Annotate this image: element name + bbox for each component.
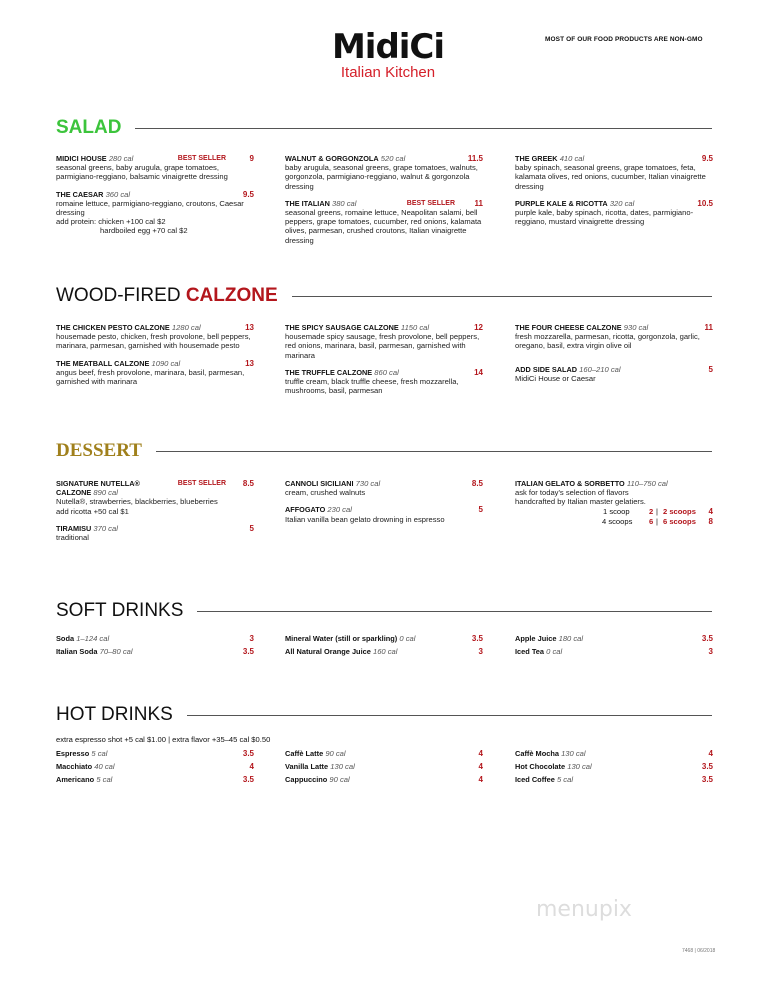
menu-item: THE FOUR CHEESE CALZONE 930 cal 11 fresh mozzarella, parmesan, ricotta, gorgonzola, garlic, oregano, basil, extra virgin olive oil xyxy=(515,323,713,351)
soft-col-1 xyxy=(56,634,254,660)
brand-logo xyxy=(318,27,458,81)
drink-row: Mineral Water (still or sparkling) 0 cal 3.5 xyxy=(285,634,483,643)
price: 9.5 xyxy=(242,189,254,199)
soft-drinks-title: SOFT DRINKS xyxy=(56,600,184,621)
menu-item: ADD SIDE SALAD 160–210 cal 5 MidiCi House or Caesar xyxy=(515,364,713,383)
best-seller-badge: BEST SELLER xyxy=(177,480,226,487)
addon: add ricotta +50 cal $1 xyxy=(56,506,129,516)
brand-name: MidiCi xyxy=(331,27,445,67)
gelato-option-row: 1 scoop 2 | 2 scoops 4 xyxy=(603,506,713,516)
drink-row: Macchiato 40 cal 4 xyxy=(56,762,254,771)
dessert-title: DESSERT xyxy=(56,440,142,461)
menu-item: THE SPICY SAUSAGE CALZONE 1150 cal 12 housemade spicy sausage, fresh provolone, bell peppers, red onions, marinara, basil, parmesan, garnished with marinara xyxy=(285,323,483,360)
price: 11 xyxy=(474,198,483,208)
hot-drinks-title: HOT DRINKS xyxy=(56,704,173,725)
dessert-section-header xyxy=(56,440,712,462)
price: 8.5 xyxy=(242,479,254,488)
salad-col-1 xyxy=(56,154,254,244)
salad-col-2 xyxy=(285,154,483,253)
price: 5 xyxy=(478,505,483,515)
drink-row: Hot Chocolate 130 cal 3.5 xyxy=(515,762,713,771)
hot-drinks-section-header xyxy=(56,704,712,726)
divider xyxy=(292,296,712,297)
price: 11 xyxy=(704,323,713,332)
hot-col-2 xyxy=(285,749,483,788)
price: 9 xyxy=(249,154,254,163)
calzone-col-3 xyxy=(515,323,713,391)
price: 13 xyxy=(245,358,254,368)
price: 13 xyxy=(245,323,254,332)
salad-col-3 xyxy=(515,154,713,234)
brand-subtitle: Italian Kitchen xyxy=(340,64,436,81)
drink-row: Italian Soda 70–80 cal 3.5 xyxy=(56,647,254,656)
menu-item: MIDICI HOUSE 280 cal BEST SELLER 9 seasonal greens, baby arugula, grape tomatoes, parmigiano-reggiano, balsamic vinaigrette dressing xyxy=(56,154,254,182)
menu-item: THE CAESAR 360 cal 9.5 romaine lettuce, parmigiano-reggiano, croutons, Caesar dressing add protein: chicken +100 cal $2 hardboiled egg +70 cal $2 xyxy=(56,189,254,236)
divider xyxy=(187,715,712,716)
price: 11.5 xyxy=(467,154,483,163)
menu-item: THE TRUFFLE CALZONE 860 cal 14 truffle cream, black truffle cheese, fresh mozzarella, mushrooms, basil, parmesan xyxy=(285,367,483,396)
price: 9.5 xyxy=(701,154,713,163)
menu-item: THE CHICKEN PESTO CALZONE 1280 cal 13 housemade pesto, chicken, fresh provolone, bell peppers, marinara, parmesan, garnished with housemade pesto xyxy=(56,323,254,351)
drink-row: Americano 5 cal 3.5 xyxy=(56,775,254,784)
divider xyxy=(156,451,712,452)
menu-item: AFFOGATO 230 cal 5 Italian vanilla bean gelato drowning in espresso xyxy=(285,505,483,524)
drink-row: Caffè Mocha 130 cal 4 xyxy=(515,749,713,758)
menu-item: SIGNATURE NUTELLA® CALZONE 890 cal BEST SELLER 8.5 Nutella®, strawberries, blackberries, blueberries add ricotta +50 cal $1 xyxy=(56,479,254,516)
soft-drinks-section-header xyxy=(56,600,712,622)
menu-item: TIRAMISU 370 cal 5 traditional xyxy=(56,523,254,543)
price: 5 xyxy=(708,364,713,374)
dessert-col-1 xyxy=(56,479,254,550)
dessert-col-2 xyxy=(285,479,483,532)
gelato-option-row: 4 scoops 6 | 6 scoops 8 xyxy=(602,516,713,526)
price: 10.5 xyxy=(697,198,713,208)
calzone-section-header xyxy=(56,285,712,307)
menu-item: PURPLE KALE & RICOTTA 320 cal 10.5 purple kale, baby spinach, ricotta, dates, parmigiano-reggiano, mustard vinaigrette dressing xyxy=(515,198,713,227)
calzone-title: WOOD-FIRED CALZONE xyxy=(56,285,278,306)
addon: add protein: chicken +100 cal $2 xyxy=(56,217,166,227)
best-seller-badge: BEST SELLER xyxy=(406,199,455,207)
hot-col-1 xyxy=(56,749,254,788)
drink-row: Caffè Latte 90 cal 4 xyxy=(285,749,483,758)
drink-row: All Natural Orange Juice 160 cal 3 xyxy=(285,647,483,656)
drink-row: Iced Coffee 5 cal 3.5 xyxy=(515,775,713,784)
menupix-watermark: menupix xyxy=(536,897,632,922)
best-seller-badge: BEST SELLER xyxy=(177,155,226,162)
menu-item: THE ITALIAN 380 cal BEST SELLER 11 seasonal greens, romaine lettuce, Neapolitan salami, bell peppers, grape tomatoes, cucumber, red onions, kalamata olives, parmesan, crushed croutons, Italian vinaigrette dressing xyxy=(285,198,483,245)
non-gmo-note: MOST OF OUR FOOD PRODUCTS ARE NON-GMO xyxy=(545,36,703,43)
menu-item: THE MEATBALL CALZONE 1090 cal 13 angus beef, fresh provolone, marinara, basil, parmesan, garnished with marinara xyxy=(56,358,254,387)
drink-row: Apple Juice 180 cal 3.5 xyxy=(515,634,713,643)
calzone-col-2 xyxy=(285,323,483,403)
calzone-col-1 xyxy=(56,323,254,394)
price: 14 xyxy=(474,367,483,377)
soft-col-2 xyxy=(285,634,483,660)
drink-row: Iced Tea 0 cal 3 xyxy=(515,647,713,656)
hot-col-3 xyxy=(515,749,713,788)
dessert-col-3 xyxy=(515,479,713,535)
menu-item: CANNOLI SICILIANI 730 cal 8.5 cream, crushed walnuts xyxy=(285,479,483,498)
hot-drinks-extras-note: extra espresso shot +5 cal $1.00 | extra flavor +35–45 cal $0.50 xyxy=(56,735,271,744)
addon: hardboiled egg +70 cal $2 xyxy=(100,226,188,236)
price: 8.5 xyxy=(471,479,483,488)
menu-item: ITALIAN GELATO & SORBETTO 110–750 cal ask for today's selection of flavors handcrafted by Italian master gelatiers. 1 scoop 2 | 2 scoops 4 4 scoops 6 | 6 scoops 8 xyxy=(515,479,713,526)
price: 12 xyxy=(474,323,483,332)
drink-row: Soda 1–124 cal 3 xyxy=(56,634,254,643)
salad-section-header xyxy=(56,117,712,139)
divider xyxy=(135,128,712,129)
footer-code: 7468 | 06/2018 xyxy=(682,948,716,954)
menu-item: WALNUT & GORGONZOLA 520 cal 11.5 baby arugula, seasonal greens, grape tomatoes, walnuts, gorgonzola, parmigiano-reggiano, walnut & gorgonzola dressing xyxy=(285,154,483,191)
drink-row: Cappuccino 90 cal 4 xyxy=(285,775,483,784)
drink-row: Espresso 5 cal 3.5 xyxy=(56,749,254,758)
divider xyxy=(197,611,712,612)
price: 5 xyxy=(249,523,254,533)
salad-title: SALAD xyxy=(56,117,122,138)
soft-col-3 xyxy=(515,634,713,660)
menu-item: THE GREEK 410 cal 9.5 baby spinach, seasonal greens, grape tomatoes, feta, kalamata olives, red onions, cucumber, Italian vinaigrette dressing xyxy=(515,154,713,191)
drink-row: Vanilla Latte 130 cal 4 xyxy=(285,762,483,771)
